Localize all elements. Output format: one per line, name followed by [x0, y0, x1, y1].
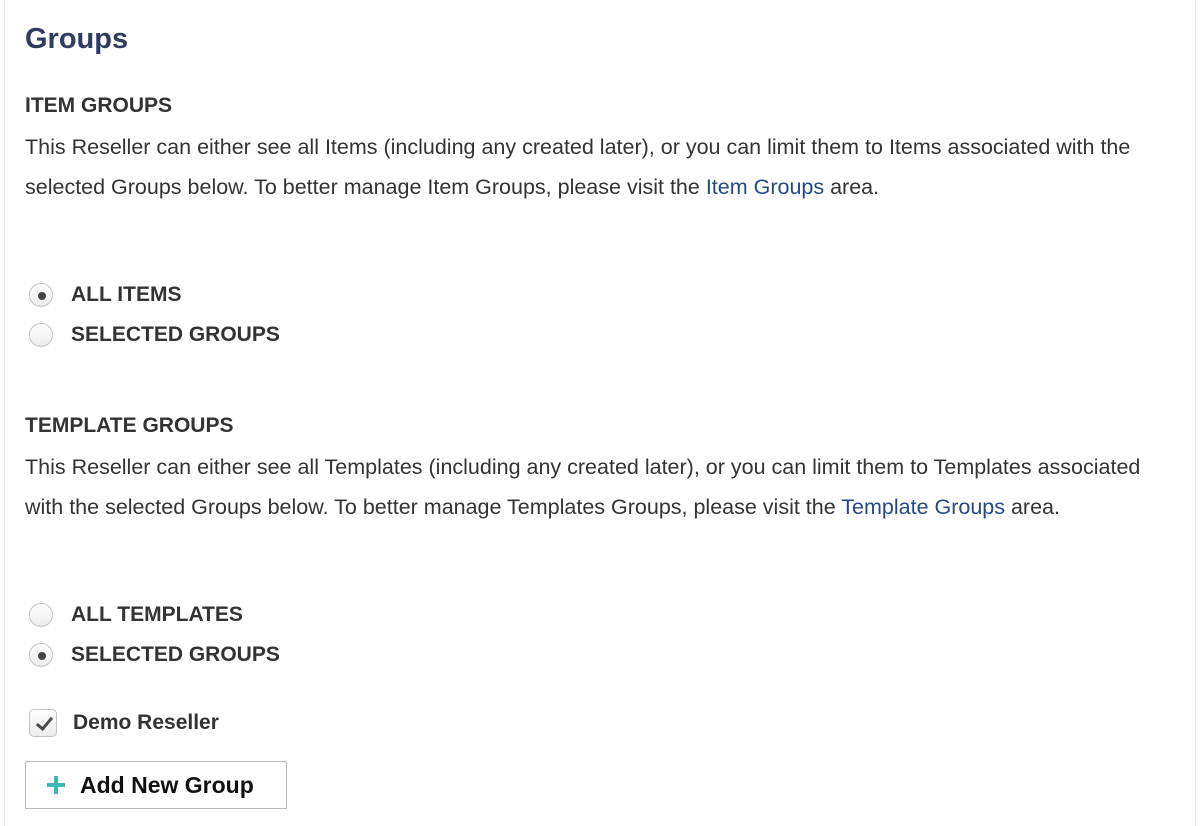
plus-icon: [46, 775, 66, 795]
item-groups-description-end: area.: [824, 175, 880, 199]
page-title: Groups: [25, 23, 129, 55]
group-checkbox-demo-reseller-control[interactable]: [29, 709, 57, 737]
template-groups-heading: TEMPLATE GROUPS: [25, 414, 234, 437]
radio-all-items-label: ALL ITEMS: [71, 283, 182, 306]
template-groups-link[interactable]: Template Groups: [841, 495, 1005, 519]
radio-template-selected-groups[interactable]: [29, 639, 280, 671]
item-groups-heading: ITEM GROUPS: [25, 94, 173, 117]
template-groups-description-text: This Reseller can either see all Templates (including any created later), or you can limit them to Templates associated with the selected Groups below. To better manage Templates Groups, please visit the: [25, 455, 1141, 519]
template-groups-description: [25, 447, 1175, 527]
item-groups-link[interactable]: Item Groups: [705, 175, 825, 199]
radio-template-selected-groups-label: SELECTED GROUPS: [71, 643, 280, 666]
group-checkbox-demo-reseller-label: Demo Reseller: [73, 711, 219, 734]
group-checkbox-demo-reseller[interactable]: [29, 706, 219, 740]
groups-panel: [4, 0, 1196, 826]
radio-all-templates-label: ALL TEMPLATES: [71, 603, 243, 626]
radio-item-selected-groups-label: SELECTED GROUPS: [71, 323, 280, 346]
item-groups-description-text: This Reseller can either see all Items (including any created later), or you can limit them to Items associated with the selected Groups below. To better manage Item Groups, please visit the: [25, 135, 1131, 199]
radio-item-selected-groups-control[interactable]: [29, 323, 53, 347]
radio-template-selected-groups-control[interactable]: [29, 643, 53, 667]
add-new-group-label: Add New Group: [80, 771, 254, 798]
radio-all-templates-control[interactable]: [29, 603, 53, 627]
radio-all-items-control[interactable]: [29, 283, 53, 307]
template-groups-description-end: area.: [1005, 495, 1060, 519]
radio-all-items[interactable]: [29, 279, 181, 311]
add-new-group-button[interactable]: [25, 761, 287, 809]
item-groups-description: [25, 127, 1175, 207]
radio-item-selected-groups[interactable]: [29, 319, 280, 351]
radio-all-templates[interactable]: [29, 599, 243, 631]
